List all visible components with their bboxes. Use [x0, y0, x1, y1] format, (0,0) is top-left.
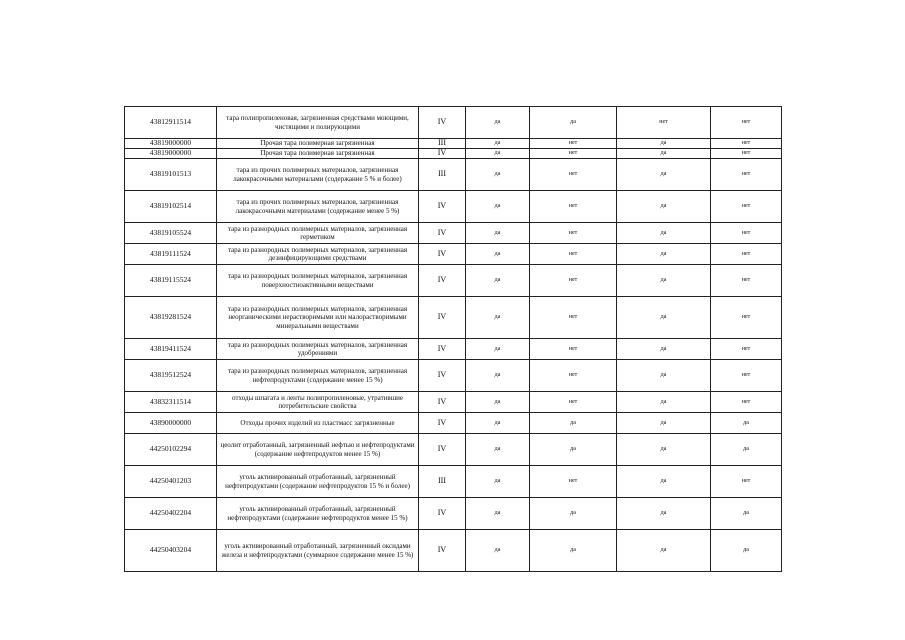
table-row [125, 149, 782, 159]
cell-code: 44250102294 [125, 434, 217, 466]
cell-a: да [466, 191, 530, 223]
cell-cls: IV [419, 392, 466, 413]
cell-a: да [466, 498, 530, 530]
cell-c: да [617, 392, 711, 413]
cell-name: тара из прочих полимерных материалов, загрязненная лакокрасочными материалами (содержание 5 % и более) [217, 159, 419, 191]
table-row [125, 223, 782, 244]
cell-a: да [466, 413, 530, 434]
cell-code: 43819115524 [125, 265, 217, 297]
cell-c: да [617, 434, 711, 466]
cell-c: да [617, 413, 711, 434]
cell-a: да [466, 149, 530, 159]
cell-b: да [530, 107, 617, 139]
cell-c: да [617, 149, 711, 159]
table-row [125, 191, 782, 223]
table-row [125, 139, 782, 149]
cell-name: уголь активированный отработанный, загрязненный нефтепродуктами (содержание нефтепродуктов менее 15 %) [217, 498, 419, 530]
cell-d: да [711, 434, 782, 466]
cell-cls: III [419, 139, 466, 149]
cell-a: да [466, 360, 530, 392]
cell-name: цеолит отработанный, загрязненный нефтью и нефтепродуктами (содержание нефтепродуктов менее 15 %) [217, 434, 419, 466]
table-row [125, 265, 782, 297]
cell-b: нет [530, 392, 617, 413]
cell-code: 43890000000 [125, 413, 217, 434]
cell-b: да [530, 434, 617, 466]
cell-c: да [617, 530, 711, 572]
cell-cls: III [419, 466, 466, 498]
cell-cls: IV [419, 413, 466, 434]
cell-b: да [530, 413, 617, 434]
cell-name: тара из разнородных полимерных материалов, загрязненная нефтепродуктами (содержание менее 15 %) [217, 360, 419, 392]
cell-b: нет [530, 265, 617, 297]
cell-d: да [711, 530, 782, 572]
cell-a: да [466, 223, 530, 244]
cell-code: 43819101513 [125, 159, 217, 191]
cell-c: да [617, 139, 711, 149]
cell-cls: III [419, 159, 466, 191]
cell-code: 43819512524 [125, 360, 217, 392]
cell-b: нет [530, 339, 617, 360]
cell-name: тара из разнородных полимерных материалов, загрязненная неорганическими нерастворимыми или малорастворимыми минеральными веществами [217, 297, 419, 339]
cell-b: нет [530, 149, 617, 159]
table-row [125, 466, 782, 498]
table-row [125, 360, 782, 392]
cell-d: нет [711, 466, 782, 498]
cell-d: нет [711, 149, 782, 159]
cell-a: да [466, 139, 530, 149]
cell-c: да [617, 191, 711, 223]
cell-a: да [466, 434, 530, 466]
table-row [125, 392, 782, 413]
cell-b: нет [530, 244, 617, 265]
cell-d: нет [711, 265, 782, 297]
cell-a: да [466, 265, 530, 297]
cell-a: да [466, 466, 530, 498]
cell-c: да [617, 159, 711, 191]
cell-d: нет [711, 223, 782, 244]
cell-name: тара из разнородных полимерных материалов, загрязненная дезинфицирующими средствами [217, 244, 419, 265]
cell-name: Отходы прочих изделий из пластмасс загрязненные [217, 413, 419, 434]
cell-code: 43832311514 [125, 392, 217, 413]
cell-c: да [617, 223, 711, 244]
cell-b: да [530, 530, 617, 572]
cell-a: да [466, 297, 530, 339]
cell-b: нет [530, 466, 617, 498]
cell-cls: IV [419, 149, 466, 159]
cell-c: да [617, 360, 711, 392]
cell-code: 43819105524 [125, 223, 217, 244]
cell-cls: IV [419, 339, 466, 360]
cell-c: да [617, 265, 711, 297]
waste-table [124, 106, 782, 572]
table-row [125, 413, 782, 434]
cell-a: да [466, 339, 530, 360]
cell-name: отходы шпагата и ленты полипропиленовые, утратившие потребительские свойства [217, 392, 419, 413]
cell-code: 43819411524 [125, 339, 217, 360]
cell-b: нет [530, 297, 617, 339]
cell-d: нет [711, 107, 782, 139]
cell-c: да [617, 466, 711, 498]
cell-code: 44250401203 [125, 466, 217, 498]
cell-d: нет [711, 392, 782, 413]
cell-b: нет [530, 139, 617, 149]
cell-cls: IV [419, 191, 466, 223]
cell-b: да [530, 498, 617, 530]
cell-c: нет [617, 107, 711, 139]
cell-name: тара из разнородных полимерных материалов, загрязненная удобрениями [217, 339, 419, 360]
cell-code: 43819102514 [125, 191, 217, 223]
cell-cls: IV [419, 434, 466, 466]
cell-cls: IV [419, 530, 466, 572]
cell-name: Прочая тара полимерная загрязненная [217, 139, 419, 149]
cell-c: да [617, 297, 711, 339]
cell-code: 43819111524 [125, 244, 217, 265]
table-row [125, 244, 782, 265]
cell-d: нет [711, 159, 782, 191]
cell-d: нет [711, 191, 782, 223]
cell-cls: IV [419, 265, 466, 297]
table-row [125, 498, 782, 530]
cell-code: 44250403204 [125, 530, 217, 572]
waste-table-body [125, 107, 782, 572]
cell-name: уголь активированный отработанный, загрязненный нефтепродуктами (содержание нефтепродуктов 15 % и более) [217, 466, 419, 498]
cell-b: нет [530, 360, 617, 392]
cell-code: 43819281524 [125, 297, 217, 339]
cell-code: 44250402204 [125, 498, 217, 530]
table-row [125, 107, 782, 139]
table-row [125, 159, 782, 191]
table-row [125, 297, 782, 339]
cell-code: 43812911514 [125, 107, 217, 139]
cell-d: да [711, 413, 782, 434]
cell-cls: IV [419, 498, 466, 530]
cell-d: нет [711, 360, 782, 392]
cell-c: да [617, 498, 711, 530]
cell-d: нет [711, 139, 782, 149]
table-row [125, 530, 782, 572]
table-row [125, 434, 782, 466]
cell-cls: IV [419, 223, 466, 244]
cell-code: 43819000000 [125, 149, 217, 159]
cell-name: тара полипропиленовая, загрязненная средствами моющими, чистящими и полирующими [217, 107, 419, 139]
cell-name: тара из прочих полимерных материалов, загрязненная лакокрасочными материалами (содержание менее 5 %) [217, 191, 419, 223]
cell-a: да [466, 530, 530, 572]
cell-code: 43819000000 [125, 139, 217, 149]
cell-c: да [617, 339, 711, 360]
cell-name: тара из разнородных полимерных материалов, загрязненная поверхностноактивными веществами [217, 265, 419, 297]
cell-a: да [466, 159, 530, 191]
table-row [125, 339, 782, 360]
cell-b: нет [530, 159, 617, 191]
cell-cls: IV [419, 297, 466, 339]
cell-b: нет [530, 223, 617, 244]
cell-b: нет [530, 191, 617, 223]
cell-d: нет [711, 339, 782, 360]
cell-name: уголь активированный отработанный, загрязненный оксидами железа и нефтепродуктами (суммарное содержание менее 15 %) [217, 530, 419, 572]
cell-d: нет [711, 297, 782, 339]
cell-name: Прочая тара полимерная загрязненная [217, 149, 419, 159]
cell-c: да [617, 244, 711, 265]
cell-name: тара из разнородных полимерных материалов, загрязненная герметиком [217, 223, 419, 244]
cell-cls: IV [419, 107, 466, 139]
cell-a: да [466, 392, 530, 413]
cell-d: нет [711, 244, 782, 265]
cell-cls: IV [419, 244, 466, 265]
cell-a: да [466, 244, 530, 265]
cell-d: да [711, 498, 782, 530]
cell-cls: IV [419, 360, 466, 392]
cell-a: да [466, 107, 530, 139]
